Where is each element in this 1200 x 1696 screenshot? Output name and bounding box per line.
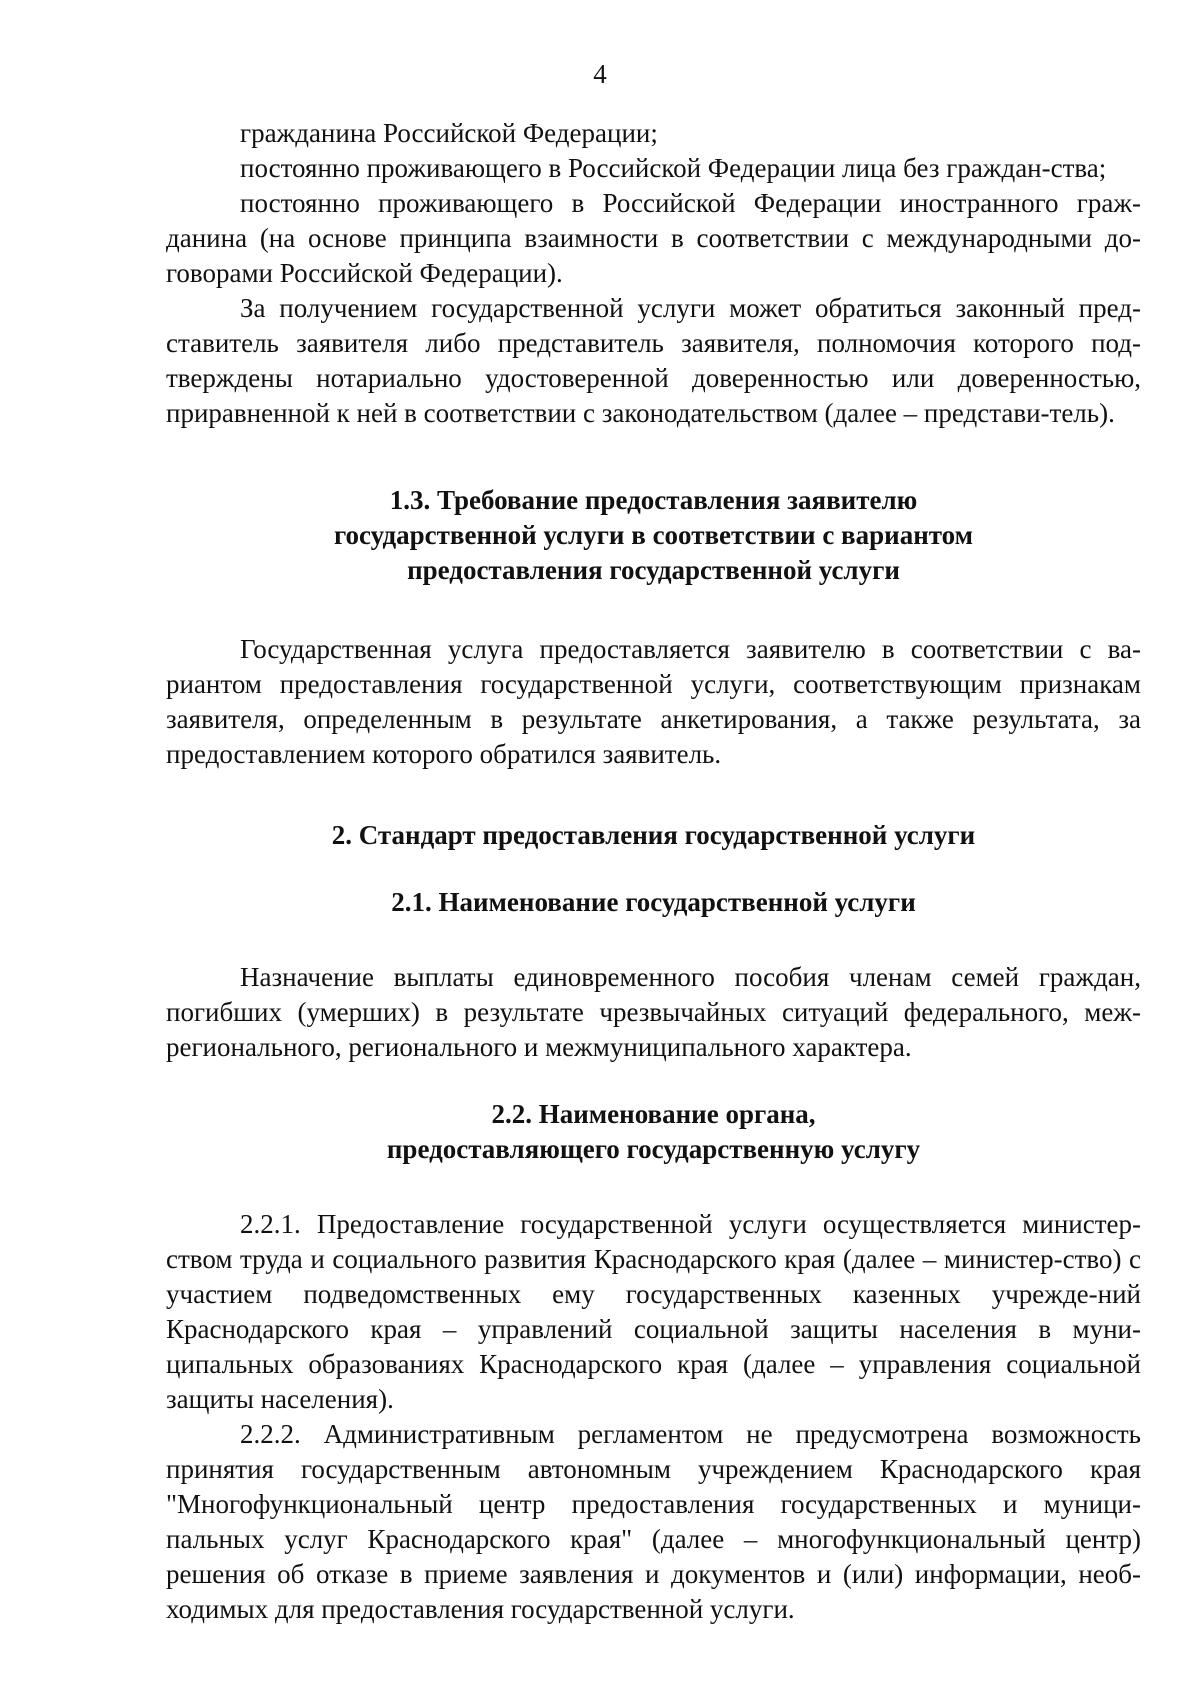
paragraph-service-variant: Государственная услуга предоставляется заявителю в соответствии с ва-риантом предоставления государственной услуги, соответствующим признакам заявителя, определенным в результате анкетирования, а также результата, за предоставлением которого обратился заявитель. [166, 634, 1141, 769]
paragraph-citizen: гражданина Российской Федерации; [240, 118, 658, 148]
paragraph-service-name: Назначение выплаты единовременного пособия членам семей граждан, погибших (умерших) в результате чрезвычайных ситуаций федерального, меж-регионального, регионального и межмуниципального характера. [166, 962, 1141, 1062]
heading-1-3 [166, 483, 1141, 588]
document-body [166, 116, 1141, 1627]
heading-2-2-line-2: предоставляющего государственную услугу [386, 1134, 921, 1164]
heading-2-2-line-1: 2.2. Наименование органа, [491, 1099, 816, 1129]
paragraph-foreign-citizen: постоянно проживающего в Российской Федерации иностранного граж-данина (на основе принципа взаимности в соответствии с международными до-говорами Российской Федерации). [166, 188, 1141, 288]
paragraph-2-2-2: 2.2.2. Административным регламентом не предусмотрена возможность принятия государственным автономным учреждением Краснодарского края "Многофункциональный центр предоставления государственных и муници-пальных услуг Краснодарского края" (далее – многофункциональный центр) решения об отказе в приеме заявления и документов и (или) информации, необ-ходимых для предоставления государственной услуги. [166, 1419, 1141, 1624]
heading-1-3-line-2: государственной услуги в соответствии с вариантом [333, 520, 974, 550]
paragraph-2-2-1: 2.2.1. Предоставление государственной услуги осуществляется министер-ством труда и социального развития Краснодарского края (далее – министер-ство) с участием подведомственных ему государственных казенных учрежде-ний Краснодарского края – управлений социальной защиты населения в муни-ципальных образованиях Краснодарского края (далее – управления социальной защиты населения). [166, 1209, 1141, 1414]
heading-2: 2. Стандарт предоставления государственной услуги [331, 820, 976, 850]
heading-2-1: 2.1. Наименование государственной услуги [391, 887, 916, 917]
heading-1-3-line-1: 1.3. Требование предоставления заявителю [389, 485, 918, 515]
paragraph-stateless-person: постоянно проживающего в Российской Федерации лица без граждан-ства; [240, 153, 1107, 183]
page-number: 4 [593, 59, 607, 89]
paragraph-representative: За получением государственной услуги может обратиться законный пред-ставитель заявителя либо представитель заявителя, полномочия которого под-тверждены нотариально удостоверенной доверенностью или доверенностью, приравненной к ней в соответствии с законодательством (далее – представи-тель). [166, 293, 1141, 428]
heading-1-3-line-3: предоставления государственной услуги [407, 555, 900, 585]
heading-2-2 [166, 1097, 1141, 1167]
